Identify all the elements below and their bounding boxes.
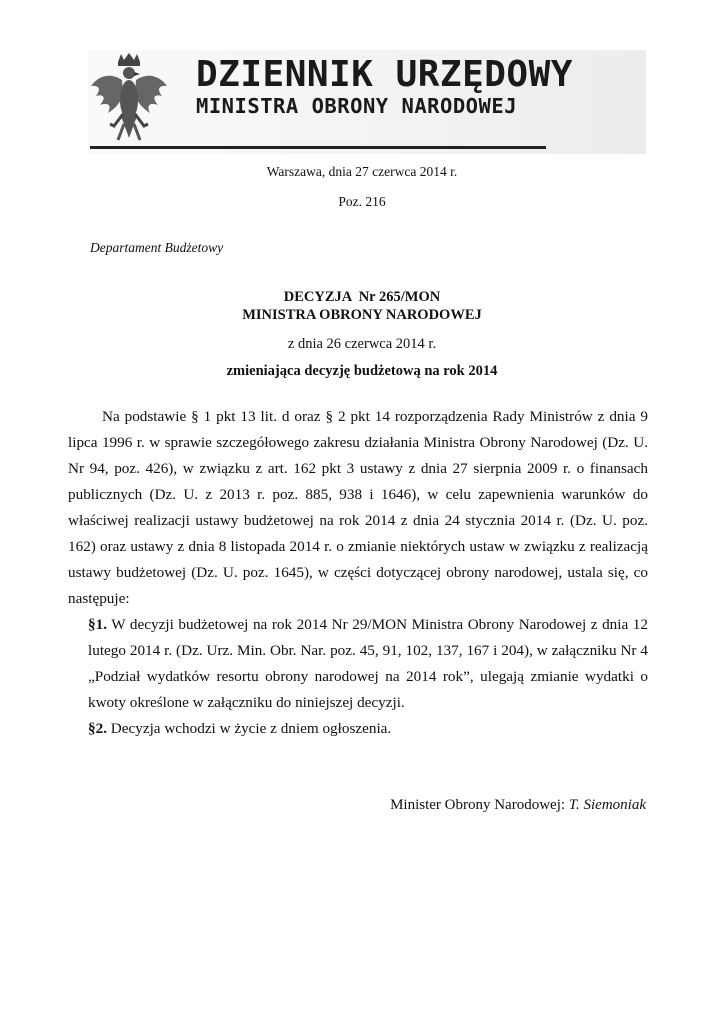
section-1-text: W decyzji budżetowej na rok 2014 Nr 29/MON Ministra Obrony Narodowej z dnia 12 lutego 2014 r. (Dz. Urz. Min. Obr. Nar. poz. 45, 91, 102, 137, 167 i 204), w załączniku Nr 4 „Podział wydatków resortu obrony narodowej na 2014 rok”, ulegają zmianie wydatki o kwoty określone w załączniku do niniejszej decyzji. — [88, 616, 648, 711]
masthead — [88, 50, 646, 160]
signature — [390, 797, 646, 814]
section-2-label: §2. — [88, 720, 107, 737]
position-number: Poz. 216 — [338, 194, 386, 209]
signatory-role: Minister Obrony Narodowej: — [390, 797, 566, 813]
decision-issuer: MINISTRA OBRONY NARODOWEJ — [242, 307, 482, 323]
journal-subtitle: MINISTRA OBRONY NARODOWEJ — [196, 94, 518, 118]
section-1-label: §1. — [88, 616, 107, 633]
signatory-name: T. Siemoniak — [568, 797, 646, 813]
decision-body — [68, 404, 648, 742]
decision-date: z dnia 26 czerwca 2014 r. — [287, 336, 437, 352]
decision-subject: zmieniająca decyzję budżetową na rok 2014 — [226, 363, 498, 379]
decision-title — [0, 288, 724, 324]
section-2-text: Decyzja wchodzi w życie z dniem ogłoszenia. — [110, 720, 392, 737]
department-name: Departament Budżetowy — [90, 240, 224, 255]
journal-title: DZIENNIK URZĘDOWY — [196, 54, 573, 95]
section-2 — [68, 716, 648, 742]
section-1 — [68, 612, 648, 716]
decision-number: DECYZJA Nr 265/MON — [283, 289, 441, 305]
legal-basis-paragraph: Na podstawie § 1 pkt 13 lit. d oraz § 2 pkt 14 rozporządzenia Rady Ministrów z dnia 9 lipca 1996 r. w sprawie szczegółowego zakresu działania Ministra Obrony Narodowej (Dz. U. Nr 94, poz. 426), w związku z art. 162 pkt 3 ustawy z dnia 27 sierpnia 2009 r. o finansach publicznych (Dz. U. z 2013 r. poz. 885, 938 i 1646), w celu zapewnienia warunków do właściwej realizacji ustawy budżetowej na rok 2014 z dnia 24 stycznia 2014 r. (Dz. U. poz. 162) oraz ustawy z dnia 8 listopada 2014 r. o zmianie niektórych ustaw w związku z realizacją ustawy budżetowej (Dz. U. poz. 1645), w części dotyczącej obrony narodowej, ustala się, co następuje: — [68, 408, 648, 607]
dateline: Warszawa, dnia 27 czerwca 2014 r. — [266, 164, 458, 179]
masthead-rule — [90, 146, 546, 149]
polish-eagle-emblem-icon — [88, 52, 170, 150]
